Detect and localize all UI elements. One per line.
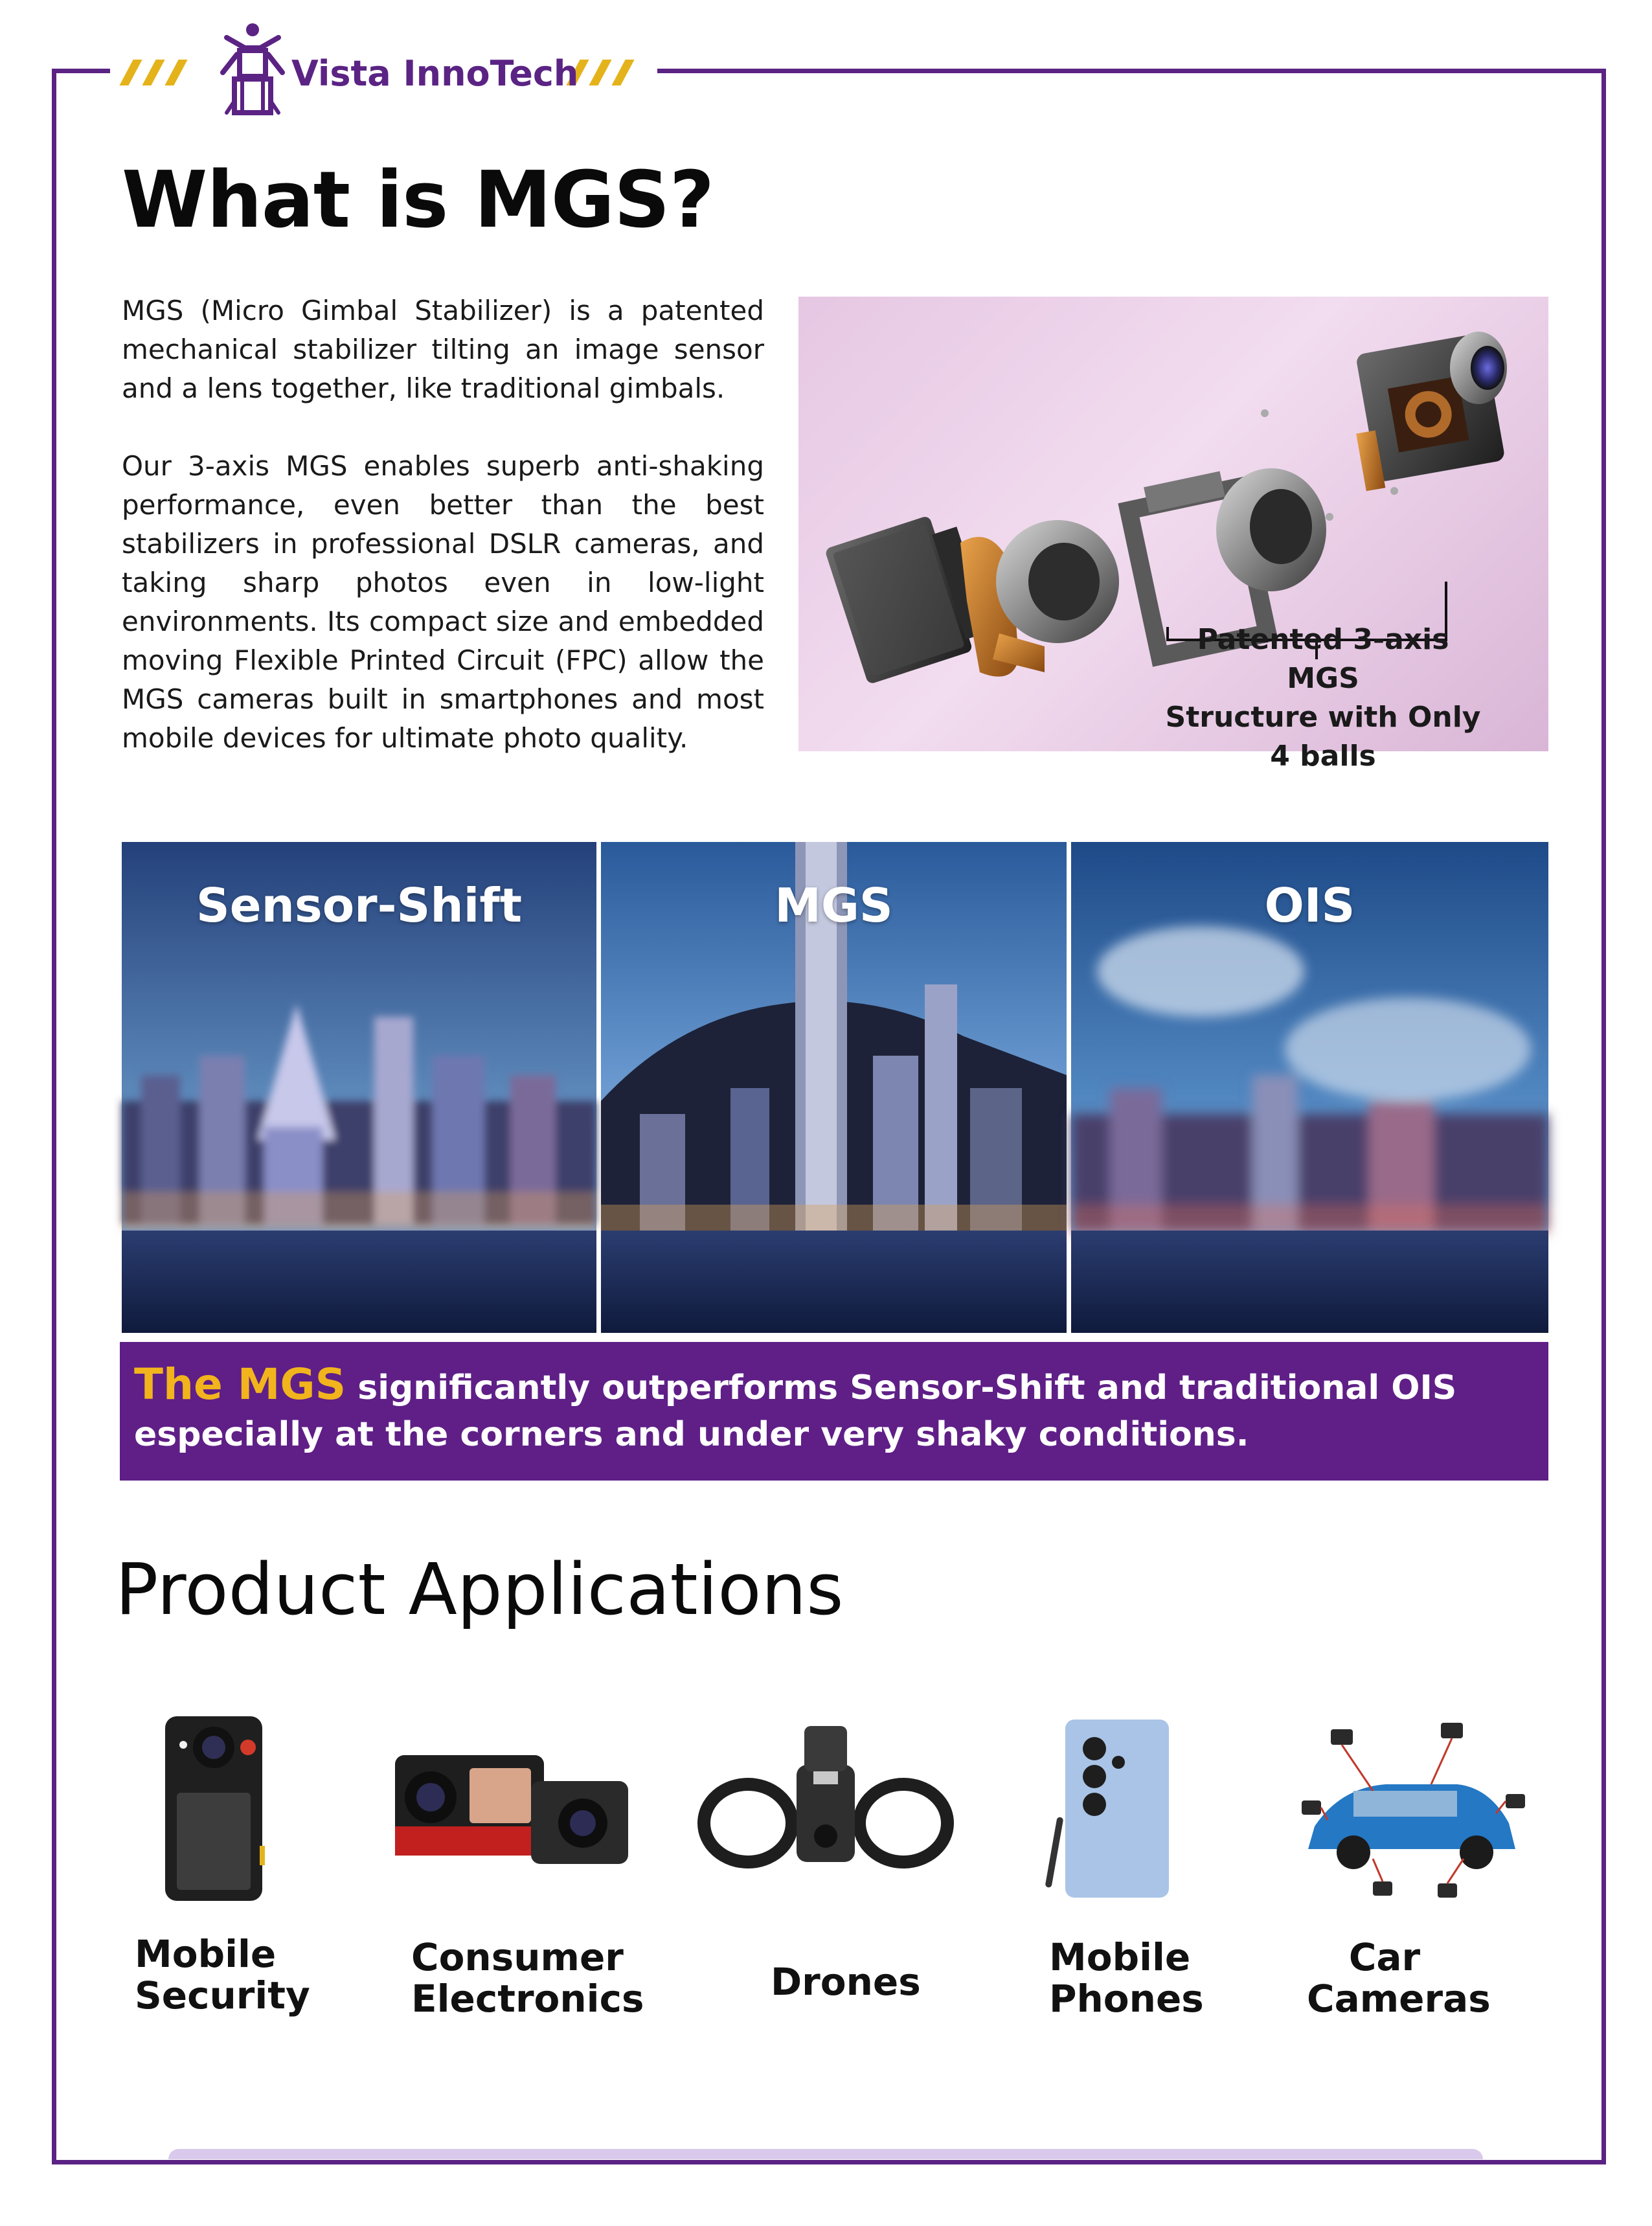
intro-paragraph-1: MGS (Micro Gimbal Stabilizer) is a patented mechanical stabilizer tilting an image sensor and a lens together, like traditional gimbals. — [122, 295, 764, 404]
panel-title-ois: OIS — [1264, 878, 1355, 933]
app-label-mobile-phones-line-2: Phones — [1049, 1977, 1204, 2021]
exploded-caption-line-3: 4 balls — [1270, 740, 1376, 773]
intro-paragraph-2: Our 3-axis MGS enables superb anti-shaking performance, even better than the best stabilizers in professional DSLR cameras, and taking sharp photos even in low-light environments. Its compact size and embedded moving Flexible Printed Circuit (FPC) allow the MGS cameras built in smartphones and most mobile devices for ultimate photo quality. — [122, 450, 764, 754]
app-label-mobile-phones — [1049, 1936, 1204, 2019]
applications-heading: Product Applications — [115, 1548, 844, 1631]
exploded-caption — [1161, 620, 1485, 776]
banner-text — [134, 1361, 1533, 1458]
app-label-consumer-electronics — [411, 1936, 644, 2019]
app-label-mobile-security-line-1: Mobile — [135, 1932, 277, 1976]
page-title: What is MGS? — [122, 155, 714, 245]
app-label-mobile-security-line-2: Security — [135, 1973, 310, 2017]
car-camera-icon — [1289, 1716, 1535, 1904]
banner-body: significantly outperforms Sensor-Shift and traditional OIS especially at the corners and under very shaky conditions. — [134, 1369, 1457, 1454]
panel-title-sensor-shift: Sensor-Shift — [196, 878, 523, 933]
frame-top-right — [657, 69, 1606, 73]
app-label-drones: Drones — [771, 1960, 921, 2004]
brand-logo — [214, 18, 641, 122]
app-label-car-cameras — [1307, 1935, 1491, 2021]
intro-text — [122, 291, 764, 797]
panel-ois — [1071, 842, 1548, 1333]
app-label-consumer-electronics-line-1: Consumer — [411, 1935, 624, 1979]
stripes-left — [120, 60, 191, 85]
app-label-car-cameras-line-1: Car — [1348, 1935, 1421, 1979]
frame-top-left — [52, 69, 110, 73]
app-label-car-cameras-line-2: Cameras — [1307, 1977, 1491, 2021]
banner-accent: The MGS — [134, 1359, 346, 1409]
app-label-mobile-phones-line-1: Mobile — [1049, 1935, 1191, 1979]
body-camera-icon — [165, 1716, 269, 1904]
exploded-caption-line-1: Patented 3-axis MGS — [1197, 623, 1449, 695]
frame-bottom — [52, 2160, 1606, 2164]
exploded-caption-line-2: Structure with Only — [1165, 701, 1481, 734]
app-label-mobile-security — [135, 1933, 310, 2016]
stabilization-comparison — [122, 842, 1548, 1333]
panel-title-mgs: MGS — [775, 878, 893, 933]
frame-bottom-shade — [168, 2149, 1483, 2159]
mgs-exploded-view — [798, 297, 1548, 773]
brand-name: Vista InnoTech — [291, 53, 579, 94]
panel-mgs — [601, 842, 1067, 1333]
frame-left — [52, 69, 56, 2164]
app-label-consumer-electronics-line-2: Electronics — [411, 1977, 644, 2021]
logo-mark-icon — [214, 18, 291, 122]
action-camera-icon — [395, 1755, 628, 1865]
comparison-banner — [120, 1342, 1548, 1481]
drone-icon — [699, 1726, 952, 1888]
panel-sensor-shift — [122, 842, 596, 1333]
frame-right — [1601, 69, 1606, 2164]
smartphone-icon — [1046, 1720, 1175, 1901]
